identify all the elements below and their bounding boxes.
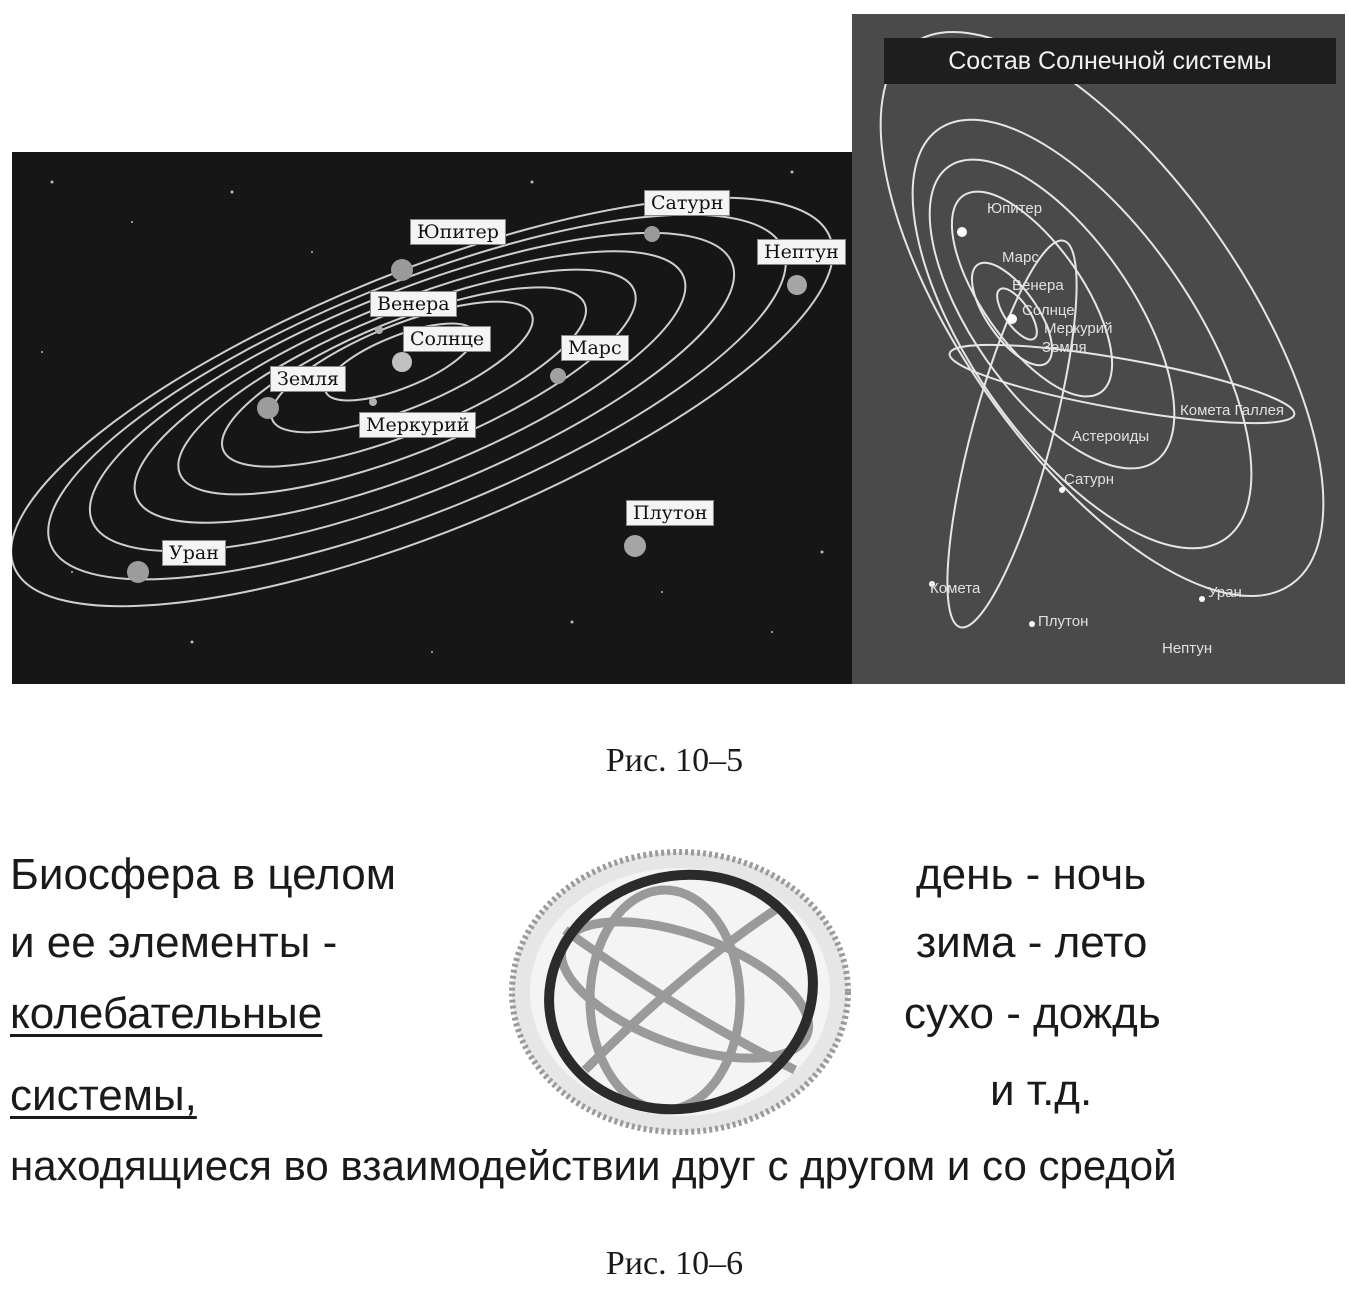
figure-caption-10-6: Рис. 10–6 [605, 1245, 744, 1282]
solar-system-panel [12, 152, 854, 684]
bottom-text-line: находящиеся во взаимодействии друг с другом и со средой [10, 1142, 1177, 1189]
right-text-line-1: день - ночь [916, 850, 1147, 899]
sun-marker [392, 352, 412, 372]
diagram-label-sun: Солнце [1022, 302, 1075, 319]
venus-marker [375, 326, 383, 334]
label-uranus: Уран [162, 540, 226, 566]
pluto-marker [624, 535, 646, 557]
earth-marker [257, 397, 279, 419]
label-venus: Венера [370, 291, 457, 317]
figure-caption-10-5: Рис. 10–5 [605, 742, 744, 779]
left-text-line-4: системы, [10, 1071, 197, 1120]
solar-system-diagram-panel [852, 14, 1345, 684]
saturn-marker [644, 226, 660, 242]
left-text-line-2: и ее элементы - [10, 918, 338, 967]
oscillation-sphere-illustration [505, 840, 855, 1146]
label-mars: Марс [561, 335, 629, 361]
label-neptune: Нептун [757, 239, 846, 265]
label-earth: Земля [270, 366, 346, 392]
label-pluto: Плутон [626, 500, 714, 526]
diagram-label-mercury: Меркурий [1044, 320, 1113, 337]
mercury-marker [369, 398, 377, 406]
diagram-label-asteroids: Астероиды [1072, 428, 1150, 445]
jupiter-marker [391, 259, 413, 281]
diagram-label-venus: Венера [1012, 277, 1064, 294]
diagram-label-neptune: Нептун [1162, 640, 1213, 657]
right-text-line-3: сухо - дождь [904, 989, 1161, 1038]
diagram-label-comet: Комета [930, 580, 981, 597]
orbit-diagram [852, 14, 1345, 684]
panel-title: Состав Солнечной системы [884, 38, 1336, 84]
diagram-label-jupiter: Юпитер [987, 200, 1043, 217]
left-text-line-1: Биосфера в целом [10, 850, 396, 899]
label-saturn: Сатурн [644, 190, 730, 216]
uranus-marker [127, 561, 149, 583]
diagram-label-mars: Марс [1002, 249, 1039, 266]
diagram-label-comet-halley: Комета Галлея [1180, 402, 1285, 419]
diagram-label-uranus: Уран [1208, 584, 1242, 601]
label-sun: Солнце [403, 326, 491, 352]
label-jupiter: Юпитер [410, 219, 506, 245]
right-text-line-2: зима - лето [916, 918, 1148, 967]
left-text-line-3: колебательные [10, 989, 323, 1038]
neptune-marker [787, 275, 807, 295]
diagram-label-saturn: Сатурн [1064, 471, 1115, 488]
diagram-label-earth: Земля [1042, 339, 1087, 356]
right-text-line-4: и т.д. [990, 1066, 1093, 1115]
mars-marker [550, 368, 566, 384]
diagram-label-pluto: Плутон [1038, 613, 1089, 630]
label-mercury: Меркурий [359, 412, 476, 438]
